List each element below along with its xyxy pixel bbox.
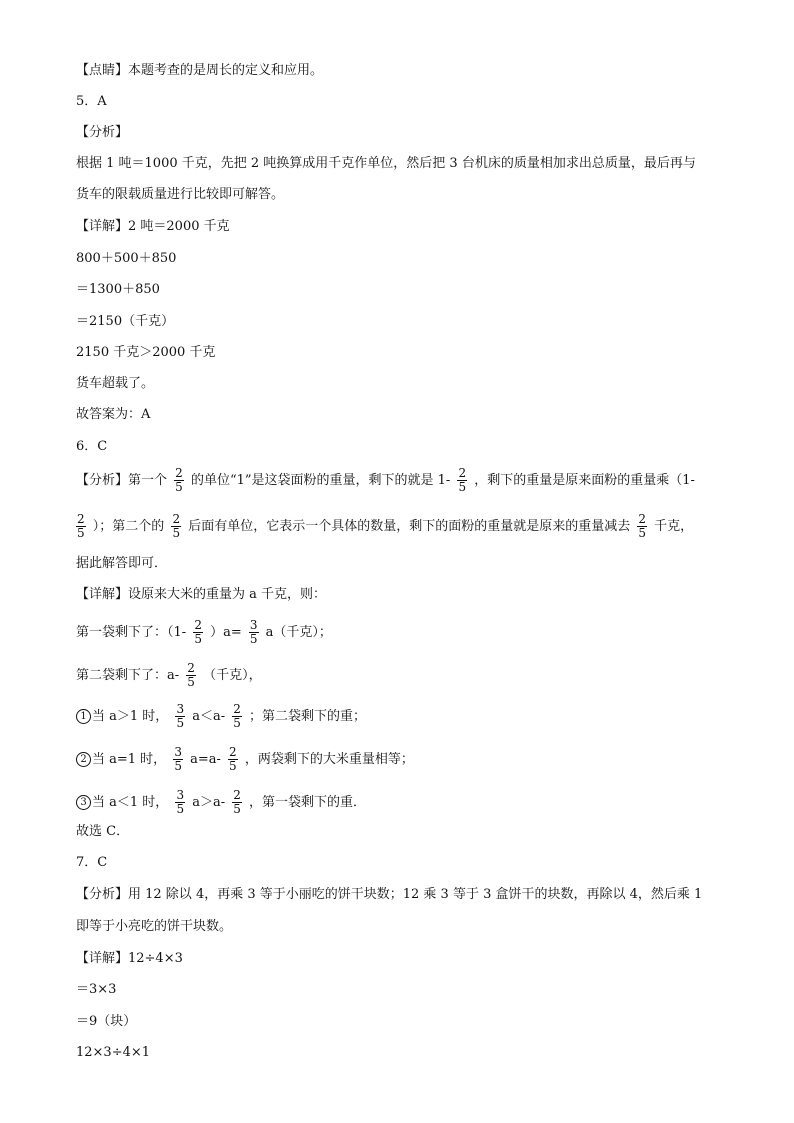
fraction-denominator: 5 bbox=[194, 632, 202, 646]
equation-line: 12×3÷4×1 bbox=[76, 1045, 151, 1060]
fraction-numerator: 2 bbox=[172, 512, 181, 526]
fraction bbox=[228, 746, 238, 773]
case-line bbox=[76, 703, 366, 730]
fraction bbox=[175, 789, 185, 816]
text-segment: a＜a- bbox=[192, 709, 226, 724]
fraction-numerator: 3 bbox=[176, 788, 185, 802]
fraction bbox=[457, 467, 467, 494]
fraction-numerator: 3 bbox=[249, 618, 258, 632]
fraction bbox=[232, 703, 242, 730]
text-segment: 第二袋剩下了：a- bbox=[76, 668, 180, 683]
fraction-denominator: 5 bbox=[77, 526, 85, 540]
fraction-denominator: 5 bbox=[174, 759, 182, 773]
equation-line: ＝3×3 bbox=[76, 982, 117, 997]
fraction-numerator: 2 bbox=[77, 512, 85, 526]
text-segment: a＞a- bbox=[192, 795, 226, 810]
fraction-denominator: 5 bbox=[187, 675, 195, 689]
text-segment: 【分析】第一个 bbox=[76, 473, 168, 488]
equation-line: ＝2150（千克） bbox=[76, 314, 175, 329]
analysis-line bbox=[76, 467, 695, 494]
text-segment: a=a- bbox=[190, 752, 221, 767]
circled-number: 2 bbox=[76, 752, 91, 767]
text-line: 即等于小亮吃的饼干块数。 bbox=[76, 919, 233, 934]
fraction bbox=[193, 619, 203, 646]
equation-line: ＝9（块） bbox=[76, 1014, 137, 1029]
fraction-denominator: 5 bbox=[176, 716, 185, 730]
text-line: 故选 C． bbox=[76, 824, 130, 839]
text-segment: 当 a＞1 时， bbox=[92, 709, 169, 724]
text-line: 根据 1 吨＝1000 千克，先把 2 吨换算成用千克作单位，然后把 3 台机床的质量相加求出总质量，最后再与 bbox=[76, 156, 696, 171]
equation-line: 800＋500＋850 bbox=[76, 251, 177, 266]
text-line: 【详解】12÷4×3 bbox=[76, 951, 183, 966]
text-segment: 第一袋剩下了：（1- bbox=[76, 625, 187, 640]
fraction-denominator: 5 bbox=[176, 802, 185, 816]
text-segment: a（千克）； bbox=[265, 625, 332, 640]
text-line: 故答案为：A bbox=[76, 407, 151, 422]
text-line: 【点睛】本题考查的是周长的定义和应用。 bbox=[76, 63, 324, 78]
case-line bbox=[76, 746, 414, 773]
text-segment: 当 a＜1 时， bbox=[92, 795, 169, 810]
fraction bbox=[174, 467, 184, 494]
fraction bbox=[76, 513, 86, 540]
fraction-denominator: 5 bbox=[458, 480, 467, 494]
fraction-numerator: 3 bbox=[176, 702, 185, 716]
fraction bbox=[186, 662, 196, 689]
fraction-numerator: 2 bbox=[638, 512, 647, 526]
equation-line: ＝1300＋850 bbox=[76, 282, 160, 297]
fraction-numerator: 2 bbox=[233, 702, 241, 716]
fraction-numerator: 2 bbox=[194, 618, 202, 632]
text-line: 货车超载了。 bbox=[76, 376, 155, 391]
text-line: 货车的限载质量进行比较即可解答。 bbox=[76, 187, 285, 202]
fraction-numerator: 3 bbox=[174, 745, 182, 759]
text-line: 【分析】用 12 除以 4，再乘 3 等于小丽吃的饼干块数；12 乘 3 等于 3 盒饼干的块数，再除以 4，然后乘 1 bbox=[76, 887, 703, 902]
fraction-denominator: 5 bbox=[172, 526, 181, 540]
text-line: 据此解答即可． bbox=[76, 556, 168, 571]
fraction-denominator: 5 bbox=[249, 632, 258, 646]
text-segment: 的单位“1”是这袋面粉的重量，剩下的就是 1- bbox=[190, 473, 451, 488]
fraction-numerator: 2 bbox=[458, 466, 467, 480]
fraction bbox=[175, 703, 185, 730]
text-segment: ；第二袋剩下的重； bbox=[249, 709, 367, 724]
answer-number: 7．C bbox=[76, 855, 108, 870]
text-segment: ）a= bbox=[210, 625, 242, 640]
text-segment: ，剩下的重量是原来面粉的重量乘（1- bbox=[474, 473, 695, 488]
case-line bbox=[76, 789, 366, 816]
circled-number: 3 bbox=[76, 795, 91, 810]
text-segment: ）；第二个的 bbox=[92, 519, 165, 534]
text-segment: 当 a=1 时， bbox=[92, 752, 167, 767]
fraction bbox=[232, 789, 242, 816]
fraction-denominator: 5 bbox=[233, 716, 241, 730]
solution-line bbox=[76, 619, 332, 646]
text-segment: ，两袋剩下的大米重量相等； bbox=[244, 752, 414, 767]
equation-line: 2150 千克＞2000 千克 bbox=[76, 345, 216, 360]
fraction-denominator: 5 bbox=[229, 759, 237, 773]
fraction bbox=[249, 619, 259, 646]
fraction-numerator: 2 bbox=[175, 466, 183, 480]
text-line: 【详解】2 吨＝2000 千克 bbox=[76, 219, 230, 234]
answer-number: 5．A bbox=[76, 94, 107, 109]
text-line: 【详解】设原来大米的重量为 a 千克，则： bbox=[76, 587, 327, 602]
fraction-denominator: 5 bbox=[233, 802, 241, 816]
fraction-numerator: 2 bbox=[187, 661, 195, 675]
section-heading: 【分析】 bbox=[76, 125, 129, 140]
fraction bbox=[173, 746, 183, 773]
fraction-numerator: 2 bbox=[229, 745, 237, 759]
fraction-numerator: 2 bbox=[233, 788, 241, 802]
solution-line bbox=[76, 662, 262, 689]
fraction-denominator: 5 bbox=[638, 526, 647, 540]
fraction-denominator: 5 bbox=[175, 480, 183, 494]
text-segment: （千克）， bbox=[203, 668, 262, 683]
analysis-line bbox=[76, 513, 693, 540]
answer-number: 6．C bbox=[76, 439, 108, 454]
fraction bbox=[637, 513, 647, 540]
text-segment: ，第一袋剩下的重． bbox=[249, 795, 367, 810]
fraction bbox=[171, 513, 181, 540]
text-segment: 千克， bbox=[654, 519, 694, 534]
text-segment: 后面有单位，它表示一个具体的数量，剩下的面粉的重量就是原来的重量减去 bbox=[188, 519, 631, 534]
circled-number: 1 bbox=[76, 709, 91, 724]
